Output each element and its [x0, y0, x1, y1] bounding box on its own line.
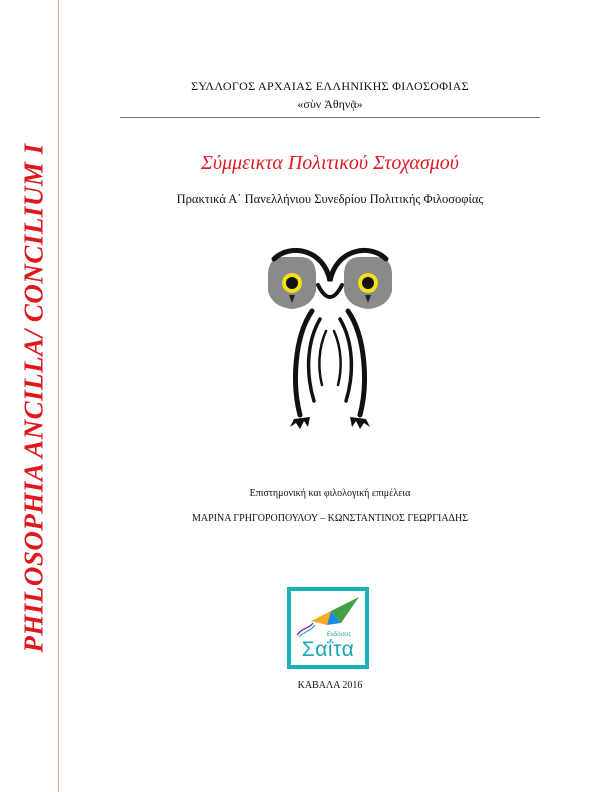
- paper-plane-logo-icon: [287, 587, 369, 669]
- publisher-name: Σαΐτα: [301, 638, 355, 661]
- society-motto: «σὺν Ἀθηνᾷ»: [297, 97, 363, 111]
- place-and-year: ΚΑΒΑΛΑ 2016: [297, 680, 363, 691]
- editors-names: ΜΑΡΙΝΑ ΓΡΗΓΟΡΟΠΟΥΛΟΥ – ΚΩΝΣΤΑΝΤΙΝΟΣ ΓΕΩΡΓΙΑΔΗΣ: [191, 513, 469, 524]
- series-title-vertical: PHILOSOPHIA ANCILLA/ CONCILIUM I: [18, 143, 49, 653]
- double-headed-owl-icon: [260, 245, 400, 440]
- society-name: ΣΥΛΛΟΓΟΣ ΑΡΧΑΙΑΣ ΕΛΛΗΝΙΚΗΣ ΦΙΛΟΣΟΦΙΑΣ: [191, 79, 469, 93]
- book-title: Σύμμεικτα Πολιτικού Στοχασμού: [201, 152, 459, 174]
- publisher-small-label: Εκδόσεις: [327, 632, 352, 638]
- editors-caption: Επιστημονική και φιλολογική επιμέλεια: [249, 488, 411, 499]
- margin-divider: [58, 0, 59, 792]
- book-subtitle: Πρακτικά Α΄ Πανελλήνιου Συνεδρίου Πολιτικής Φιλοσοφίας: [176, 192, 484, 206]
- header-rule: [120, 117, 540, 118]
- publisher-logo-panel: [291, 591, 365, 665]
